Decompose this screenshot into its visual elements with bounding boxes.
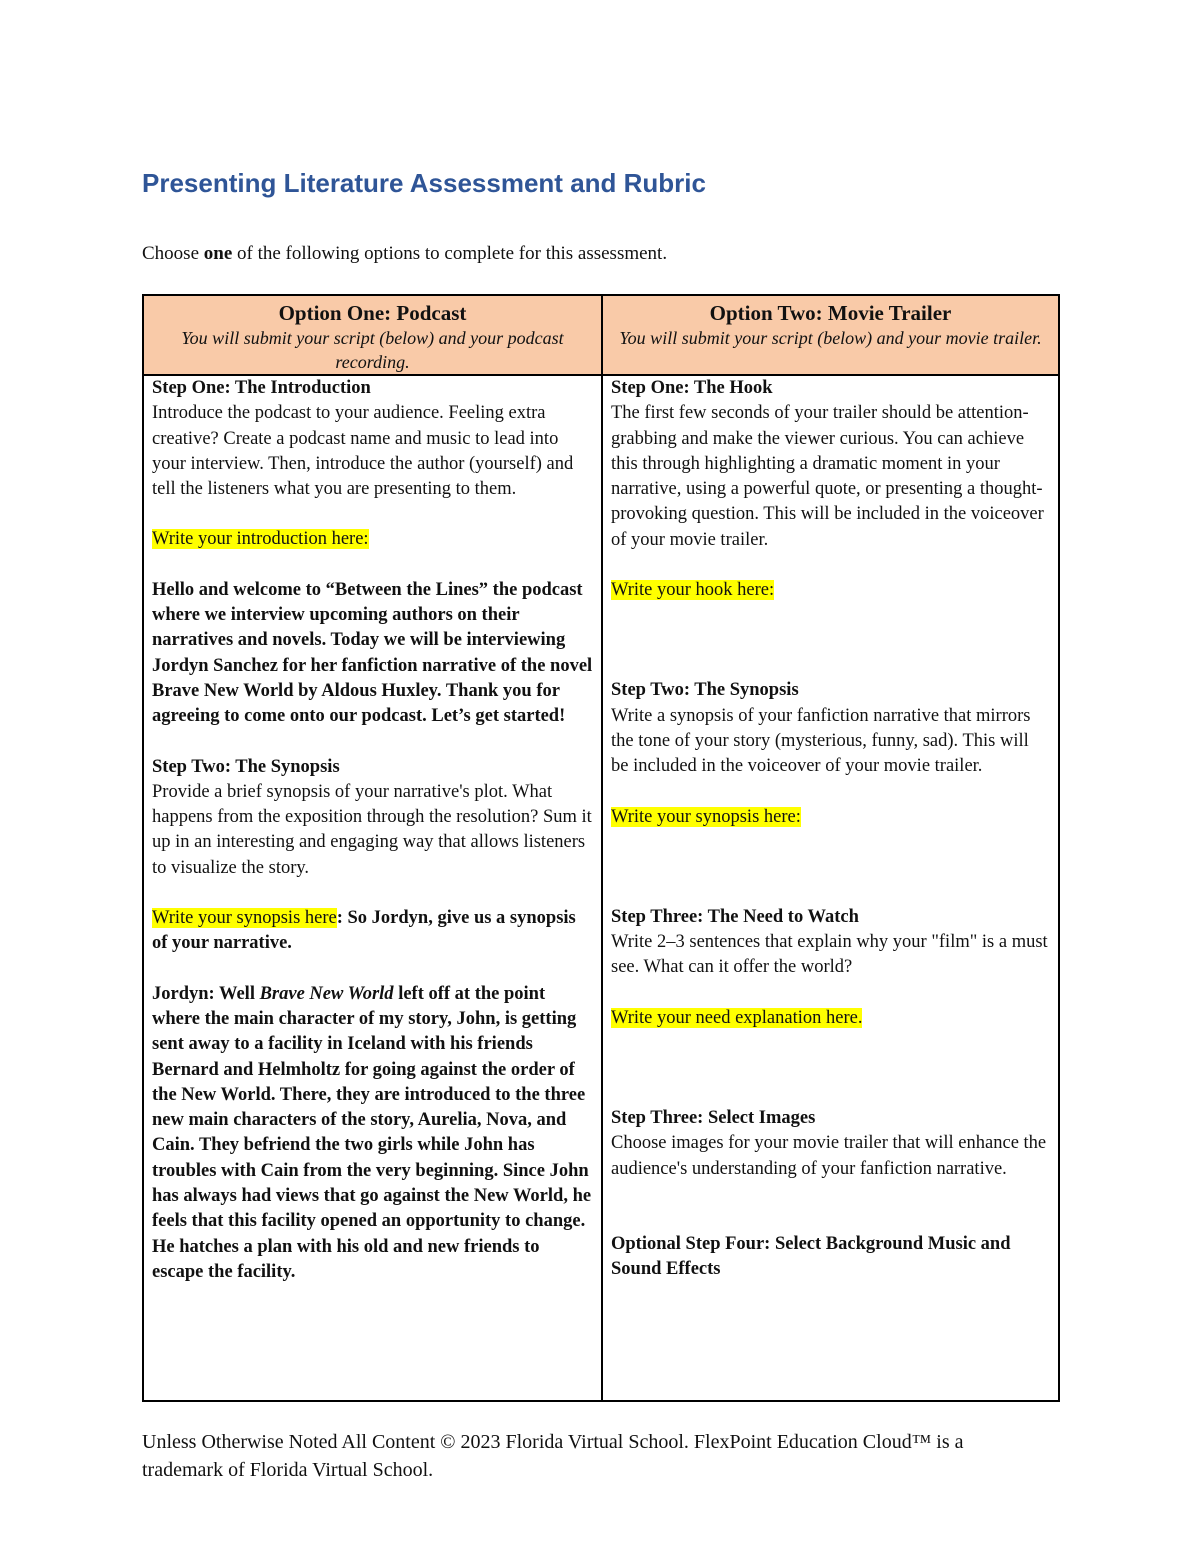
option-two-subtitle: You will submit your script (below) and your movie trailer.: [619, 328, 1042, 348]
trailer-step-two-heading: Step Two: The Synopsis: [611, 680, 799, 701]
podcast-synopsis-prompt: Write your synopsis here: [152, 908, 337, 929]
instructions: [142, 243, 667, 265]
copyright-footer: Unless Otherwise Noted All Content © 2023 Florida Virtual School. FlexPoint Education Cloud™ is a trademark of Florida Virtual School.: [142, 1431, 964, 1481]
options-body-row: [143, 375, 1059, 1401]
options-table: [142, 294, 1060, 1402]
trailer-step-three-heading: Step Three: The Need to Watch: [611, 906, 859, 927]
trailer-select-images-heading: Step Three: Select Images: [611, 1108, 816, 1129]
option-one-body: [143, 375, 602, 1401]
podcast-step-two-text: Provide a brief synopsis of your narrative's plot. What happens from the exposition through the resolution? Sum it up in an interesting and engaging way that allows listeners to visualize the story.: [152, 781, 592, 878]
option-one-header: [143, 295, 602, 375]
trailer-hook-prompt[interactable]: Write your hook here:: [611, 580, 775, 601]
instructions-emphasis: one: [203, 243, 233, 264]
trailer-synopsis-prompt[interactable]: Write your synopsis here:: [611, 806, 801, 827]
podcast-introduction-answer[interactable]: Hello and welcome to “Between the Lines” the podcast where we interview upcoming authors on their narratives and novels. Today we will be interviewing Jordyn Sanchez for her fanfiction narrative of the novel Brave New World by Aldous Huxley. Thank you for agreeing to come onto our podcast. Let’s get started!: [152, 579, 593, 727]
answer-lead: Jordyn: Well: [152, 983, 260, 1004]
podcast-step-two-heading: Step Two: The Synopsis: [152, 756, 340, 777]
podcast-step-one-heading: Step One: The Introduction: [152, 378, 371, 398]
trailer-step-three-text: Write 2–3 sentences that explain why your "film" is a must see. What can it offer the world?: [611, 932, 1048, 978]
answer-body: left off at the point where the main character of my story, John, is getting sent away to a facility in Iceland with his friends Bernard and Helmholtz for going against the order of the New World. There, they are introduced to the three new main characters of the story, Aurelia, Nova, and Cain. They befriend the two girls while John has troubles with Cain from the very beginning. Since John has always had views that go against the New World, he feels that this facility opened an opportunity to change. He hatches a plan with his old and new friends to escape the facility.: [152, 983, 592, 1282]
podcast-synopsis-answer[interactable]: [152, 982, 593, 1286]
option-two-body: [602, 375, 1059, 1401]
page-title: Presenting Literature Assessment and Rubric: [142, 168, 706, 198]
option-one-subtitle: You will submit your script (below) and your podcast recording.: [181, 328, 564, 372]
trailer-optional-step-heading: Optional Step Four: Select Background Music and Sound Effects: [611, 1233, 1011, 1280]
option-one-title: Option One: Podcast: [278, 301, 467, 325]
answer-book-title: Brave New World: [259, 983, 394, 1004]
podcast-synopsis-question: : So Jordyn, give us a synopsis of your narrative.: [152, 908, 576, 954]
trailer-step-one-heading: Step One: The Hook: [611, 378, 773, 398]
trailer-step-two-text: Write a synopsis of your fanfiction narrative that mirrors the tone of your story (mysterious, funny, sad). This will be included in the voiceover of your movie trailer.: [611, 705, 1031, 777]
options-header-row: [143, 295, 1059, 375]
option-two-header: [602, 295, 1059, 375]
instructions-lead: Choose: [142, 243, 204, 264]
podcast-introduction-prompt: Write your introduction here:: [152, 529, 369, 550]
trailer-need-prompt[interactable]: Write your need explanation here.: [611, 1007, 863, 1028]
podcast-step-one-text: Introduce the podcast to your audience. Feeling extra creative? Create a podcast name and music to lead into your interview. Then, introduce the author (yourself) and tell the listeners what you are presenting to them.: [152, 403, 574, 500]
instructions-tail: of the following options to complete for this assessment.: [232, 243, 668, 264]
trailer-step-one-text: The first few seconds of your trailer should be attention-grabbing and make the viewer curious. You can achieve this through highlighting a dramatic moment in your narrative, using a powerful quote, or presenting a thought-provoking question. This will be included in the voiceover of your movie trailer.: [611, 403, 1044, 550]
trailer-select-images-text: Choose images for your movie trailer that will enhance the audience's understanding of your fanfiction narrative.: [611, 1133, 1047, 1179]
option-two-title: Option Two: Movie Trailer: [709, 301, 952, 325]
